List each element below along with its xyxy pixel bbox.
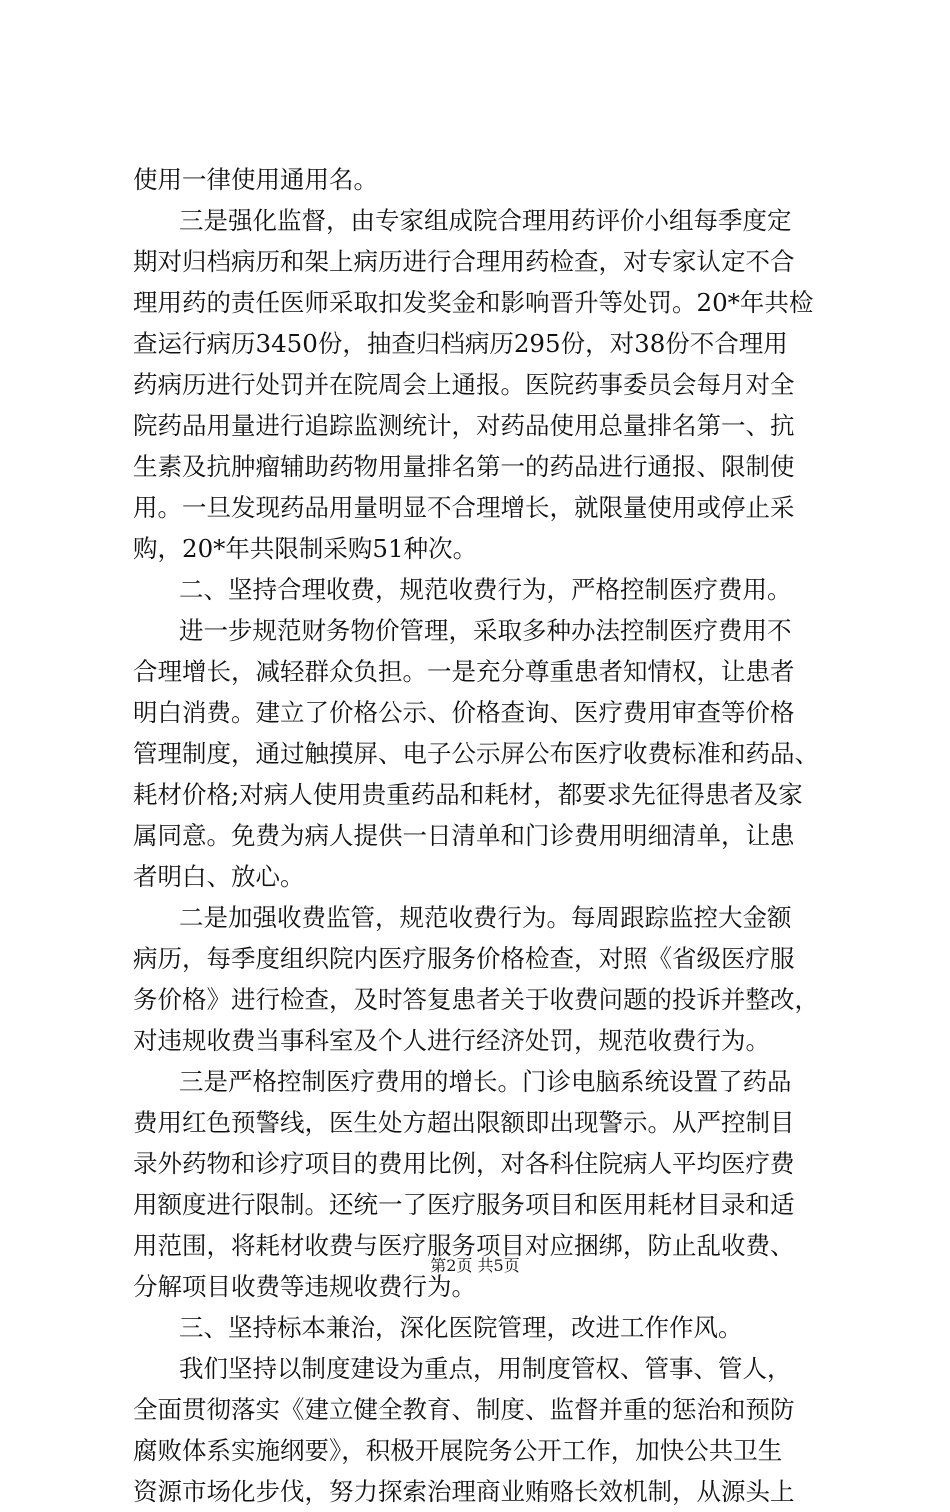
- text-line: 务价格》进行检查，及时答复患者关于收费问题的投诉并整改，: [133, 985, 819, 1014]
- text-line: 期对归档病历和架上病历进行合理用药检查，对专家认定不合: [133, 247, 795, 276]
- text-line: 全面贯彻落实《建立健全教育、制度、监督并重的惩治和预防: [133, 1395, 795, 1424]
- text-line: 院药品用量进行追踪监测统计，对药品使用总量排名第一、抗: [133, 411, 795, 440]
- text-line: 合理增长，减轻群众负担。一是充分尊重患者知情权，让患者: [133, 657, 795, 686]
- text-line: 三、坚持标本兼治，深化医院管理，改进工作作风。: [179, 1313, 743, 1342]
- document-body: [133, 159, 833, 1512]
- text-line: 进一步规范财务物价管理，采取多种办法控制医疗费用不: [179, 616, 792, 645]
- text-line: 者明白、放心。: [133, 862, 305, 891]
- text-line: 二是加强收费监管，规范收费行为。每周跟踪监控大金额: [179, 903, 792, 932]
- text-line: 耗材价格;对病人使用贵重药品和耗材，都要求先征得患者及家: [133, 780, 803, 809]
- text-line: 二、坚持合理收费，规范收费行为，严格控制医疗费用。: [179, 575, 792, 604]
- text-line: 三是严格控制医疗费用的增长。门诊电脑系统设置了药品: [179, 1067, 792, 1096]
- text-line: 对违规收费当事科室及个人进行经济处罚，规范收费行为。: [133, 1026, 770, 1055]
- text-line: 资源市场化步伐，努力探索治理商业贿赂长效机制，从源头上: [133, 1477, 795, 1506]
- text-line: 属同意。免费为病人提供一日清单和门诊费用明细清单，让患: [133, 821, 795, 850]
- text-line: 腐败体系实施纲要》，积极开展院务公开工作，加快公共卫生: [133, 1436, 783, 1465]
- text-line: 查运行病历3450份，抽查归档病历295份，对38份不合理用: [133, 329, 788, 358]
- text-line: 用额度进行限制。还统一了医疗服务项目和医用耗材目录和适: [133, 1190, 795, 1219]
- text-line: 分解项目收费等违规收费行为。: [133, 1272, 476, 1301]
- page-footer: 第2页 共5页: [430, 1256, 520, 1275]
- text-line: 费用红色预警线，医生处方超出限额即出现警示。从严控制目: [133, 1108, 795, 1137]
- text-line: 管理制度，通过触摸屏、电子公示屏公布医疗收费标准和药品、: [133, 739, 819, 768]
- text-line: 病历，每季度组织院内医疗服务价格检查，对照《省级医疗服: [133, 944, 795, 973]
- text-line: 理用药的责任医师采取扣发奖金和影响晋升等处罚。20*年共检: [133, 288, 814, 317]
- text-line: 生素及抗肿瘤辅助药物用量排名第一的药品进行通报、限制使: [133, 452, 795, 481]
- text-line: 用。一旦发现药品用量明显不合理增长，就限量使用或停止采: [133, 493, 795, 522]
- text-line: 明白消费。建立了价格公示、价格查询、医疗费用审查等价格: [133, 698, 795, 727]
- text-line: 购，20*年共限制采购51种次。: [133, 534, 478, 563]
- text-line: 我们坚持以制度建设为重点，用制度管权、管事、管人，: [179, 1354, 792, 1383]
- text-line: 录外药物和诊疗项目的费用比例，对各科住院病人平均医疗费: [133, 1149, 795, 1178]
- text-line: 药病历进行处罚并在院周会上通报。医院药事委员会每月对全: [133, 370, 795, 399]
- text-line: 三是强化监督，由专家组成院合理用药评价小组每季度定: [179, 206, 792, 235]
- text-line: 用范围，将耗材收费与医疗服务项目对应捆绑，防止乱收费、: [133, 1231, 795, 1260]
- text-line: 使用一律使用通用名。: [133, 165, 378, 194]
